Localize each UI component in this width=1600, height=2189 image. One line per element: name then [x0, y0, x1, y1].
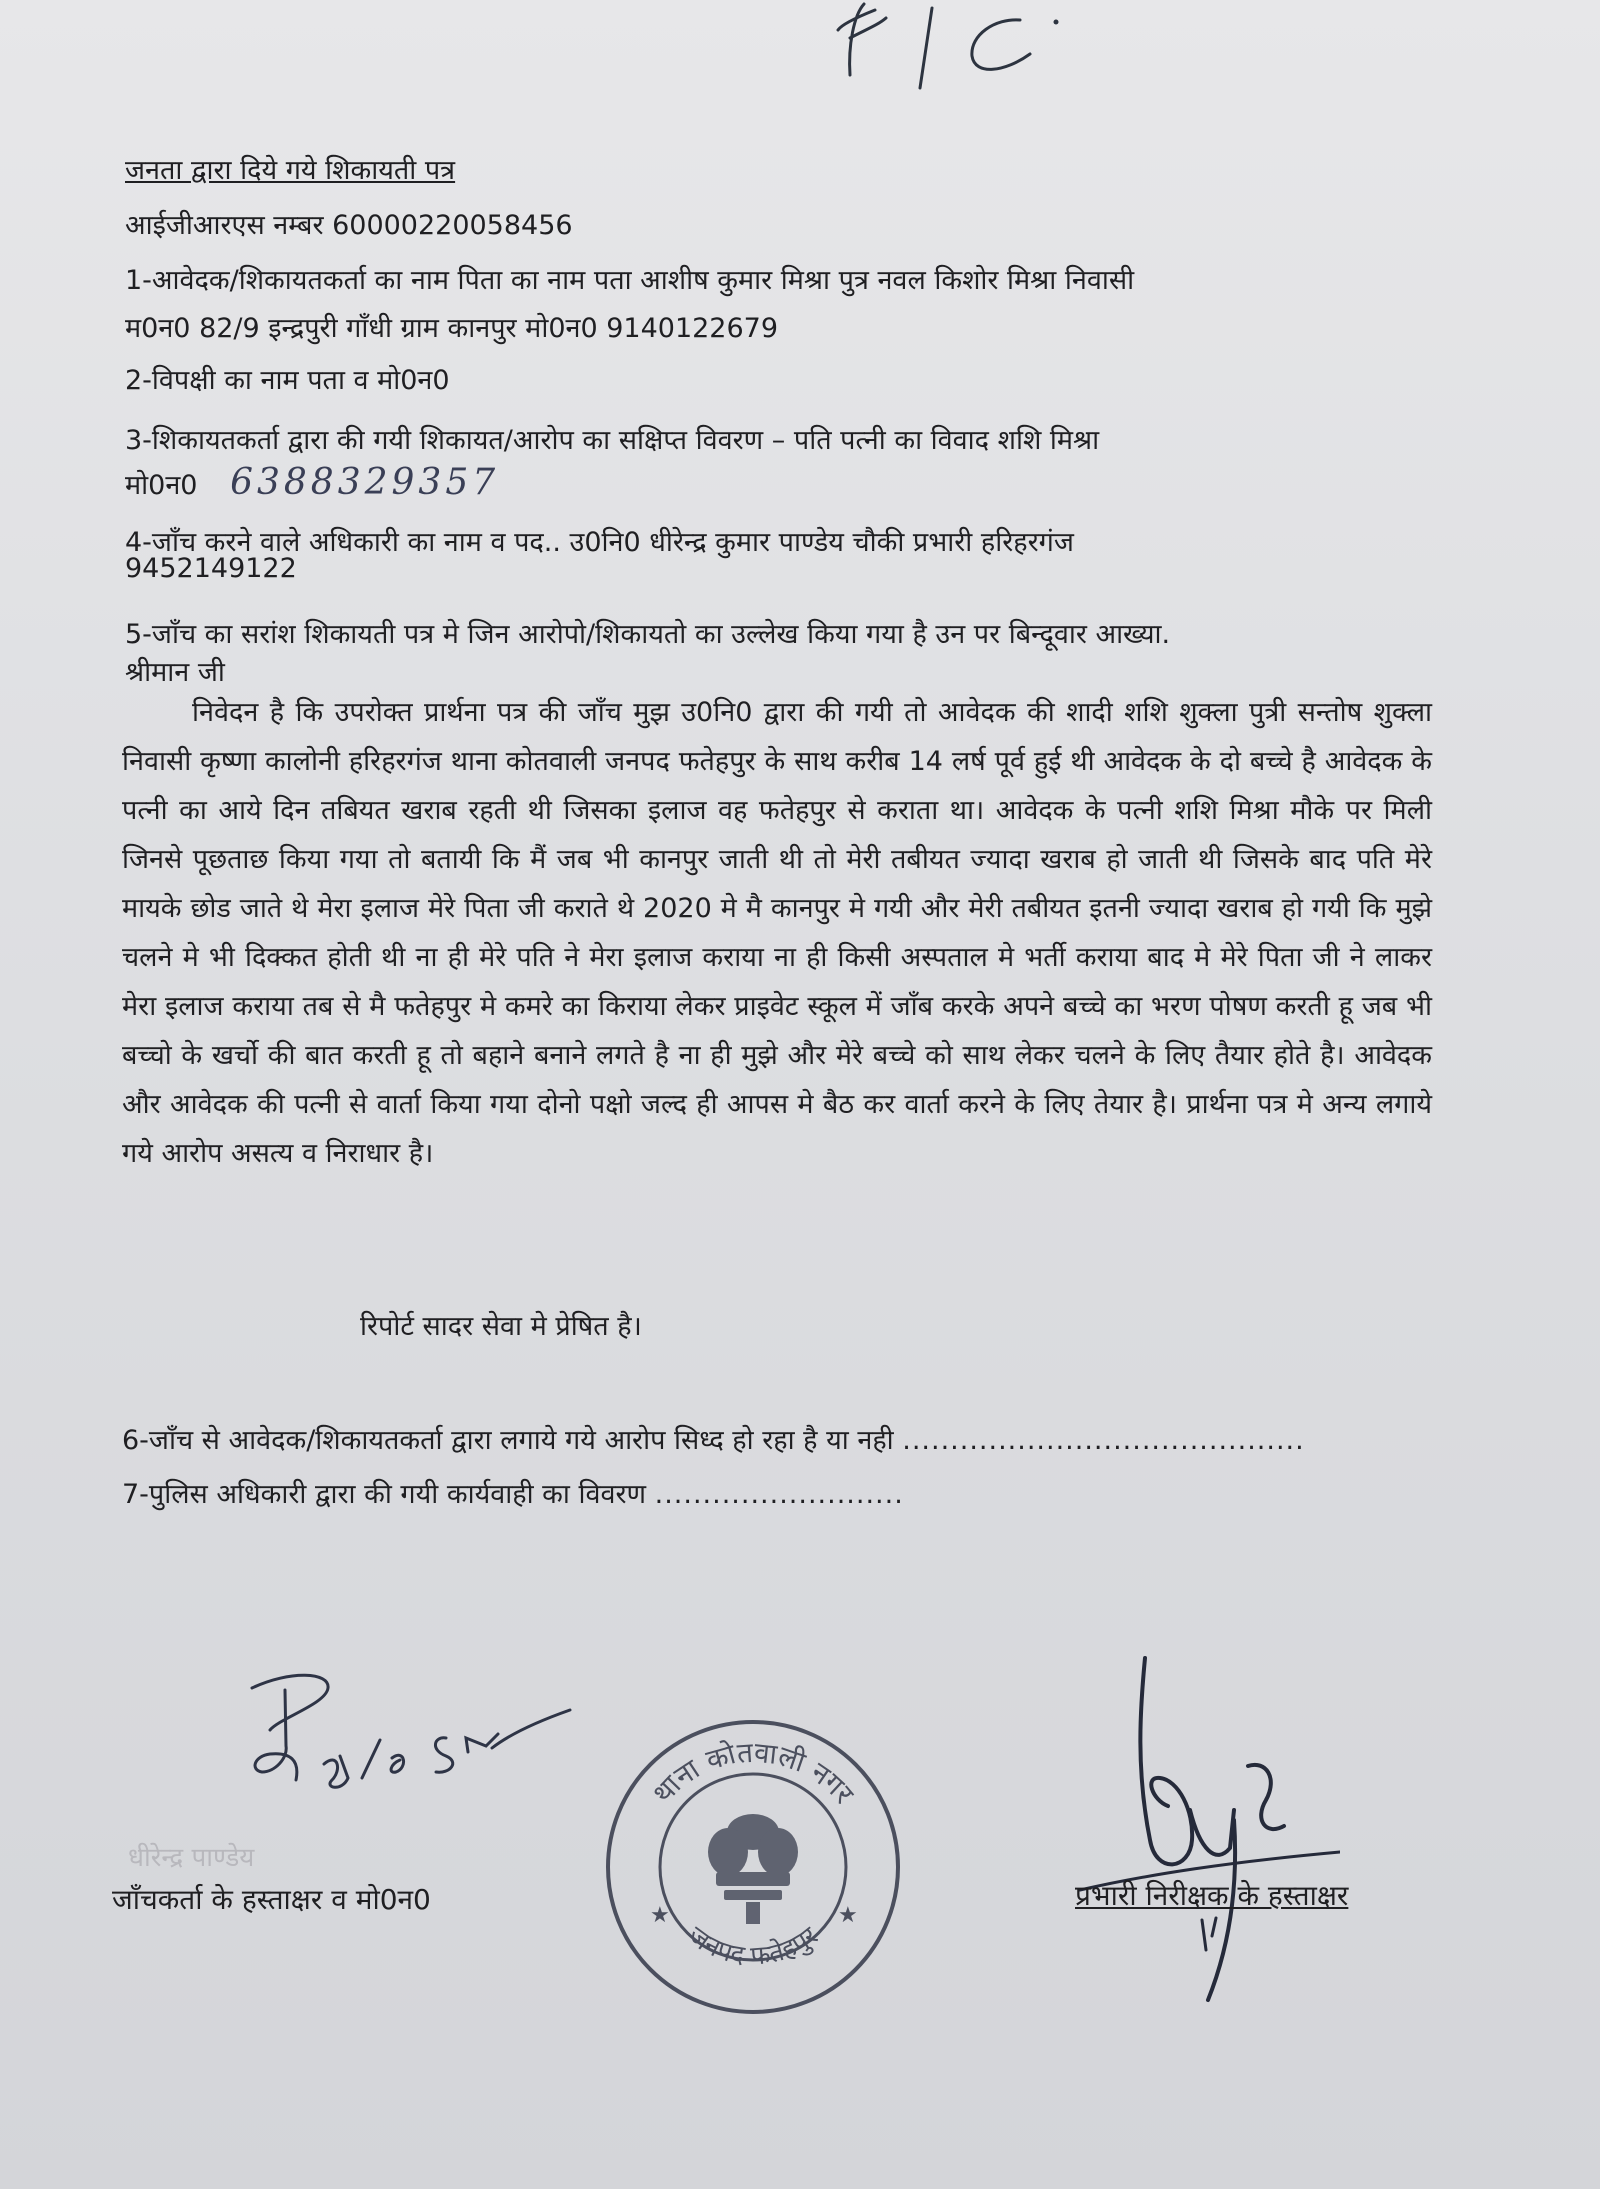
item-4-line-2: 9452149122	[125, 553, 297, 584]
item-5-line-1: 5-जाँच का सरांश शिकायती पत्र मे जिन आरोपो/शिकायतो का उल्लेख किया गया है उन पर बिन्दूवार आख्या.	[125, 619, 1171, 650]
item-7-text: 7-पुलिस अधिकारी द्वारा की गयी कार्यवाही का विवरण	[122, 1479, 647, 1510]
header-mark-svg	[820, 0, 1080, 100]
salutation: श्रीमान जी	[125, 657, 225, 688]
report-line: रिपोर्ट सादर सेवा मे प्रेषित है।	[360, 1311, 642, 1342]
document-title: जनता द्वारा दिये गये शिकायती पत्र	[125, 155, 456, 186]
chief-signature-svg	[1040, 1650, 1340, 2010]
item-1-line-2: म0न0 82/9 इन्द्रपुरी गाँधी ग्राम कानपुर मो0न0 9140122679	[125, 313, 779, 344]
seal-bottom-text: जनपद फतेहपुर	[682, 1920, 824, 1972]
investigator-name-stamp: धीरेन्द्र पाण्डेय	[128, 1843, 255, 1873]
item-7-dots: ..........................	[654, 1479, 904, 1510]
national-emblem-icon	[708, 1814, 798, 1924]
item-4-line-1: 4-जाँच करने वाले अधिकारी का नाम व पद.. उ0नि0 धीरेन्द्र कुमार पाण्डेय चौकी प्रभारी हरिहरगंज	[125, 527, 1074, 558]
item-6-dots: ..........................................	[902, 1425, 1305, 1456]
item-6-text: 6-जाँच से आवेदक/शिकायतकर्ता द्वारा लगाये गये आरोप सिध्द हो रहा है या नही	[122, 1425, 894, 1456]
seal-svg	[598, 1712, 908, 2022]
item-6	[122, 1420, 1305, 1457]
item-7	[122, 1474, 904, 1511]
investigator-signature-label: जाँचकर्ता के हस्ताक्षर व मो0न0	[112, 1883, 431, 1916]
svg-text:★: ★	[650, 1903, 670, 1928]
item-3-line-2	[125, 462, 499, 503]
item-3-handwritten-mobile: 6388329357	[230, 462, 500, 503]
item-3-mobile-label: मो0न0	[125, 470, 198, 501]
body-paragraph: निवेदन है कि उपरोक्त प्रार्थना पत्र की जाँच मुझ उ0नि0 द्वारा की गयी तो आवेदक की शादी शशि शुक्ला पुत्री सन्तोष शुक्ला निवासी कृष्णा कालोनी हरिहरगंज थाना कोतवाली जनपद फतेहपुर के साथ करीब 14 लर्ष पूर्व हुई थी आवेदक के दो बच्चे है आवेदक के पत्नी का आये दिन तबियत खराब रहती थी जिसका इलाज वह फतेहपुर से कराता था। आवेदक के पत्नी शशि मिश्रा मौके पर मिली जिनसे पूछताछ किया गया तो बतायी कि मैं जब भी कानपुर जाती थी तो मेरी तबीयत ज्यादा खराब हो जाती थी जिसके बाद पति मेरे मायके छोड जाते थे मेरा इलाज मेरे पिता जी कराते थे 2020 मे मै कानपुर मे गयी और मेरी तबीयत इतनी ज्यादा खराब हो गयी कि मुझे चलने मे भी दिक्कत होती थी ना ही मेरे पति ने मेरा इलाज कराया ना ही किसी अस्पताल मे भर्ती कराया बाद मे मेरे पिता जी ने लाकर मेरा इलाज कराया तब से मै फतेहपुर मे कमरे का किराया लेकर प्राइवेट स्कूल में जाँब करके अपने बच्चे का भरण पोषण करती हू जब भी बच्चो के खर्चो की बात करती हू तो बहाने बनाने लगते है ना ही मुझे और मेरे बच्चे को साथ लेकर चलने के लिए तैयार होते है। आवेदक और आवेदक की पत्नी से वार्ता किया गया दोनो पक्षो जल्द ही आपस मे बैठ कर वार्ता करने के लिए तेयार है। प्रार्थना पत्र मे अन्य लगाये गये आरोप असत्य व निराधार है।	[122, 697, 1432, 1169]
svg-text:★: ★	[838, 1903, 858, 1928]
seal-top-text: थाना कोतवाली नगर	[646, 1735, 861, 1810]
igrs-number: आईजीआरएस नम्बर 60000220058456	[125, 210, 573, 241]
item-1-line-1: 1-आवेदक/शिकायतकर्ता का नाम पिता का नाम पता आशीष कुमार मिश्रा पुत्र नवल किशोर मिश्रा निवासी	[125, 265, 1135, 296]
chief-signature-label: प्रभारी निरीक्षक के हस्ताक्षर	[1075, 1879, 1349, 1912]
item-2: 2-विपक्षी का नाम पता व मो0न0	[125, 365, 450, 396]
investigator-signature-svg	[240, 1660, 600, 1830]
item-3-line-1: 3-शिकायतकर्ता द्वारा की गयी शिकायत/आरोप का सक्षिप्त विवरण – पति पत्नी का विवाद शशि मिश्रा	[125, 425, 1100, 456]
